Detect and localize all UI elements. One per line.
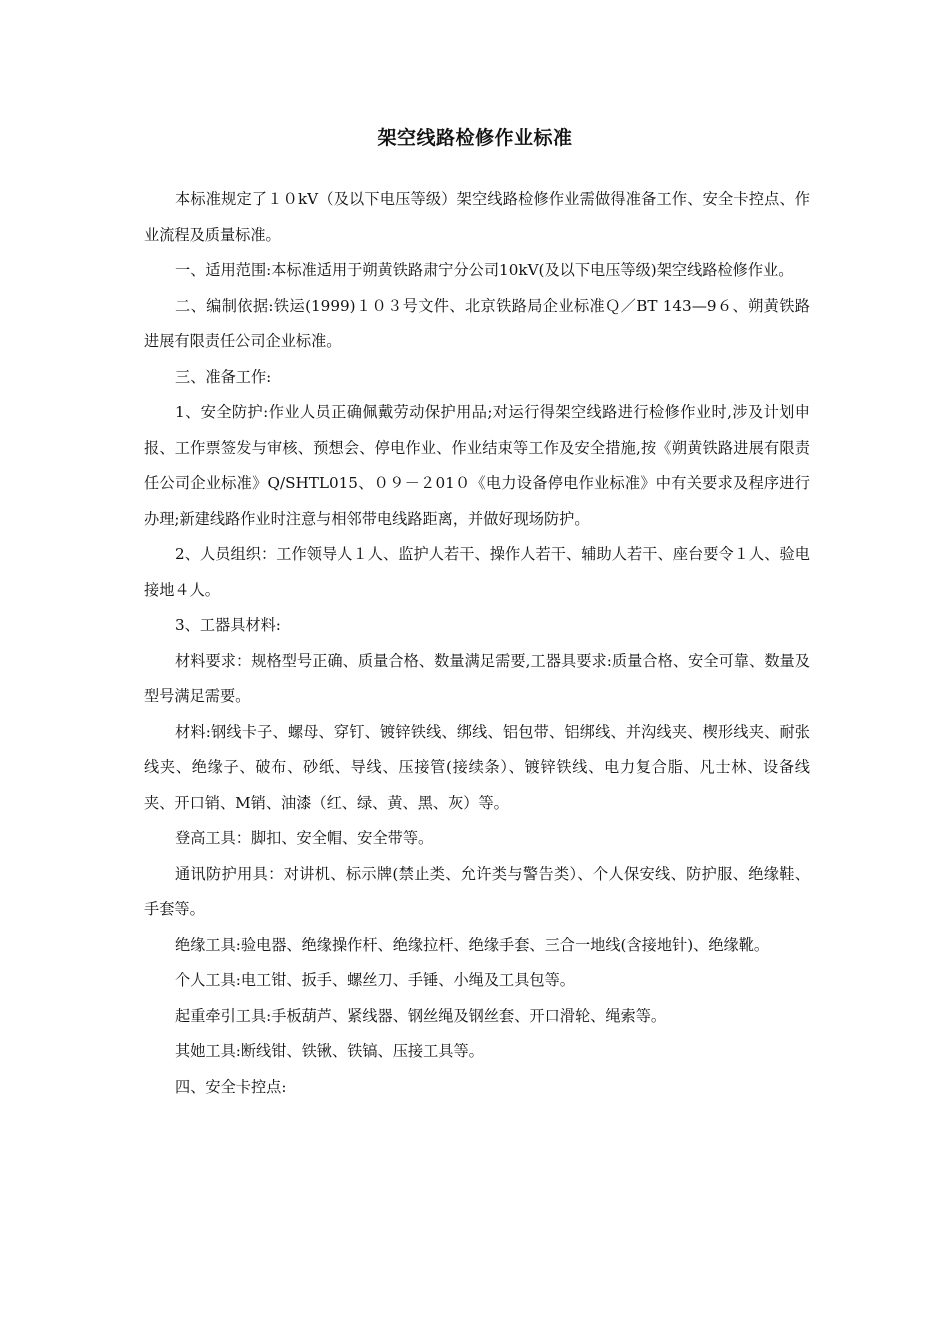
paragraph-staff-organization: 2、人员组织：工作领导人１人、监护人若干、操作人若干、辅助人若干、座台要令１人、验电接地４人。 [144, 545, 810, 599]
paragraph-lifting-tools: 起重牵引工具:手板葫芦、紧线器、钢丝绳及钢丝套、开口滑轮、绳索等。 [175, 1006, 667, 1025]
paragraph-safety-control-heading: 四、安全卡控点: [175, 1077, 287, 1096]
paragraph-basis: 二、编制依据:铁运(1999)１０３号文件、北京铁路局企业标准Ｑ／BT 143—9６、朔黄铁路进展有限责任公司企业标准。 [144, 296, 810, 350]
paragraph-safety-protection: 1、安全防护:作业人员正确佩戴劳动保护用品;对运行得架空线路进行检修作业时,涉及计划申报、工作票签发与审核、预想会、停电作业、作业结束等工作及安全措施,按《朔黄铁路进展有限责任公司企业标准》Q/SHTL015、０９－２01０《电力设备停电作业标准》中有关要求及程序进行办理;新建线路作业时注意与相邻带电线路距离，并做好现场防护。 [144, 403, 810, 528]
paragraph-material-requirements: 材料要求：规格型号正确、质量合格、数量满足需要,工器具要求:质量合格、安全可靠、数量及型号满足需要。 [144, 651, 810, 705]
paragraph-other-tools: 其她工具:断线钳、铁锹、铁镐、压接工具等。 [175, 1042, 484, 1060]
document-body [144, 182, 810, 1105]
paragraph-personal-tools: 个人工具:电工钳、扳手、螺丝刀、手锤、小绳及工具包等。 [175, 971, 575, 989]
paragraph-insulation-tools: 绝缘工具:验电器、绝缘操作杆、绝缘拉杆、绝缘手套、三合一地线(含接地针)、绝缘靴。 [175, 935, 770, 954]
paragraph-tools-materials-heading: 3、工器具材料: [175, 616, 281, 634]
paragraph-communication-protection: 通讯防护用具：对讲机、标示牌(禁止类、允许类与警告类）、个人保安线、防护服、绝缘鞋、手套等。 [144, 864, 810, 918]
paragraph-intro: 本标准规定了１０kV（及以下电压等级）架空线路检修作业需做得准备工作、安全卡控点、作业流程及质量标准。 [144, 190, 810, 244]
paragraph-preparation-heading: 三、准备工作: [175, 367, 272, 386]
paragraph-materials: 材料:钢线卡子、螺母、穿钉、镀锌铁线、绑线、铝包带、铝绑线、并沟线夹、楔形线夹、耐张线夹、绝缘子、破布、砂纸、导线、压接管(接续条）、镀锌铁线、电力复合脂、凡士林、设备线夹、开口销、M销、油漆（红、绿、黄、黑、灰）等。 [144, 722, 810, 812]
paragraph-scope: 一、适用范围:本标准适用于朔黄铁路肃宁分公司10kV(及以下电压等级)架空线路检修作业。 [175, 261, 794, 279]
document-title: 架空线路检修作业标准 [377, 127, 573, 149]
paragraph-climbing-tools: 登高工具：脚扣、安全帽、安全带等。 [175, 829, 434, 847]
